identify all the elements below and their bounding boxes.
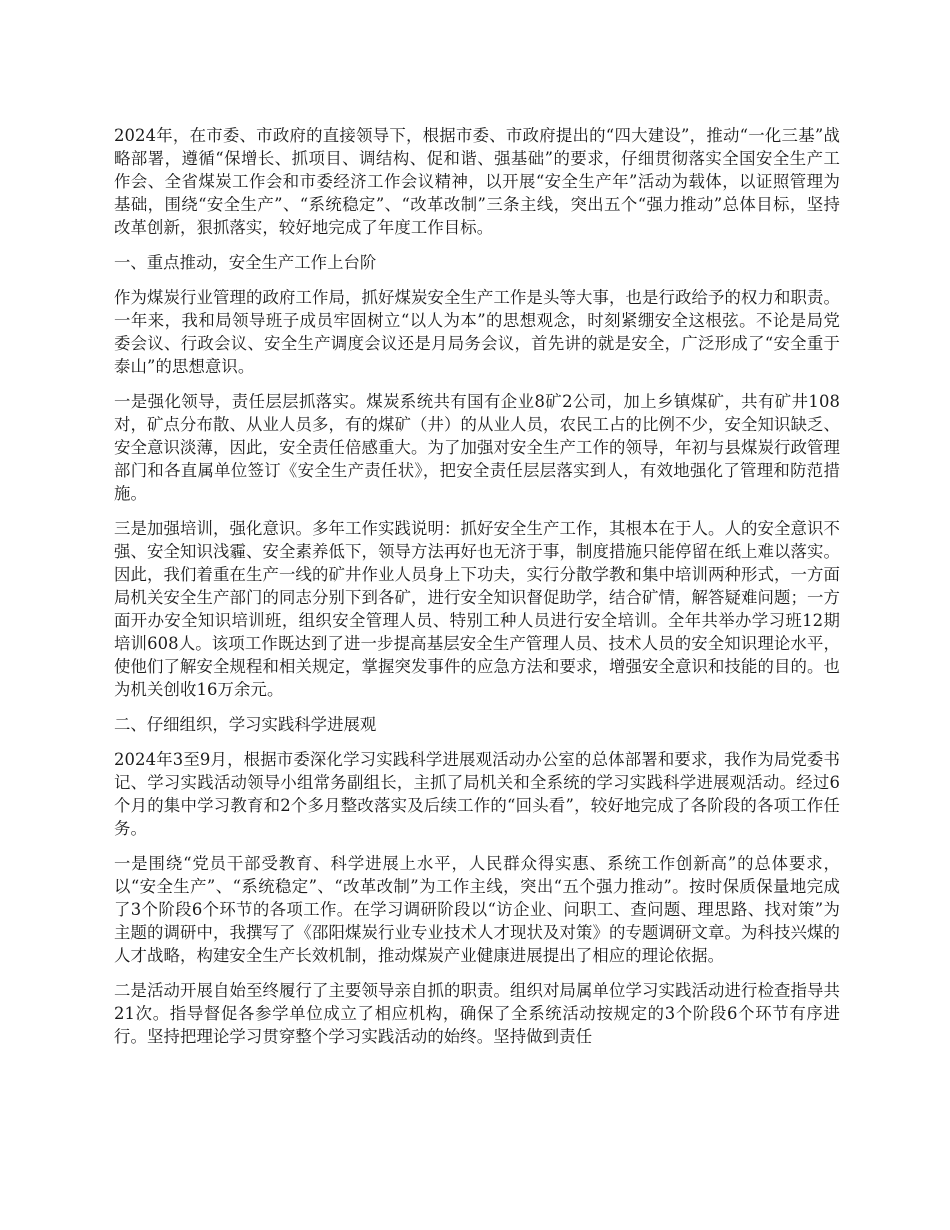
safety-overview-paragraph: 作为煤炭行业管理的政府工作局，抓好煤炭安全生产工作是头等大事，也是行政给予的权力和职责。一年来，我和局领导班子成员牢固树立“以人为本”的思想观念，时刻紧绷安全这根弦。不论是局党委会议、行政会议、安全生产调度会议还是月局务会议，首先讲的就是安全，广泛形成了“安全重于泰山”的思想意识。 [114, 288, 840, 376]
study-point-two-paragraph: 二是活动开展自始至终履行了主要领导亲自抓的职责。组织对局属单位学习实践活动进行检查指导共21次。指导督促各参学单位成立了相应机构，确保了全系统活动按规定的3个阶段6个环节有序进行。坚持把理论学习贯穿整个学习实践活动的始终。坚持做到责任 [114, 981, 840, 1046]
study-overview-paragraph: 2024年3至9月，根据市委深化学习实践科学进展观活动办公室的总体部署和要求，我作为局党委书记、学习实践活动领导小组常务副组长，主抓了局机关和全系统的学习实践科学进展观活动。经过6个月的集中学习教育和2个多月整改落实及后续工作的“回头看”，较好地完成了各阶段的各项工作任务。 [114, 750, 840, 838]
intro-paragraph: 2024年，在市委、市政府的直接领导下，根据市委、市政府提出的“四大建设”，推动“一化三基”战略部署，遵循“保增长、抓项目、调结构、促和谐、强基础”的要求，仔细贯彻落实全国安全生产工作会、全省煤炭工作会和市委经济工作会议精神，以开展“安全生产年”活动为载体，以证照管理为基础，围绕“安全生产”、“系统稳定”、“改革改制”三条主线，突出五个“强力推动”总体目标，坚持改革创新，狠抓落实，较好地完成了年度工作目标。 [114, 126, 840, 237]
section-heading-safety: 一、重点推动，安全生产工作上台阶 [114, 253, 377, 272]
section-heading-study: 二、仔细组织，学习实践科学进展观 [114, 715, 377, 734]
document-body [114, 124, 840, 1060]
study-point-one-paragraph: 一是围绕“党员干部受教育、科学进展上水平，人民群众得实惠、系统工作创新高”的总体要求，以“安全生产”、“系统稳定”、“改革改制”为工作主线，突出“五个强力推动”。按时保质保量地完成了3个阶段6个环节的各项工作。在学习调研阶段以“访企业、问职工、查问题、理思路、找对策”为主题的调研中，我撰写了《邵阳煤炭行业专业技术人才现状及对策》的专题调研文章。为科技兴煤的人才战略，构建安全生产长效机制，推动煤炭产业健康进展提出了相应的理论依据。 [114, 854, 840, 965]
training-paragraph: 三是加强培训，强化意识。多年工作实践说明：抓好安全生产工作，其根本在于人。人的安全意识不强、安全知识浅霾、安全素养低下，领导方法再好也无济于事，制度措施只能停留在纸上难以落实。因此，我们着重在生产一线的矿井作业人员身上下功夫，实行分散学教和集中培训两种形式，一方面局机关安全生产部门的同志分别下到各矿，进行安全知识督促助学，结合矿情，解答疑难问题；一方面开办安全知识培训班，组织安全管理人员、特别工种人员进行安全培训。全年共举办学习班12期培训608人。该项工作既达到了进一步提高基层安全生产管理人员、技术人员的安全知识理论水平，使他们了解安全规程和相关规定，掌握突发事件的应急方法和要求，增强安全意识和技能的目的。也为机关创收16万余元。 [114, 519, 840, 699]
leadership-paragraph: 一是强化领导，责任层层抓落实。煤炭系统共有国有企业8矿2公司，加上乡镇煤矿，共有矿井108对，矿点分布散、从业人员多，有的煤矿（井）的从业人员，农民工占的比例不少，安全知识缺乏、安全意识淡薄，因此，安全责任倍感重大。为了加强对安全生产工作的领导，年初与县煤炭行政管理部门和各直属单位签订《安全生产责任状》，把安全责任层层落实到人，有效地强化了管理和防范措施。 [114, 392, 840, 503]
